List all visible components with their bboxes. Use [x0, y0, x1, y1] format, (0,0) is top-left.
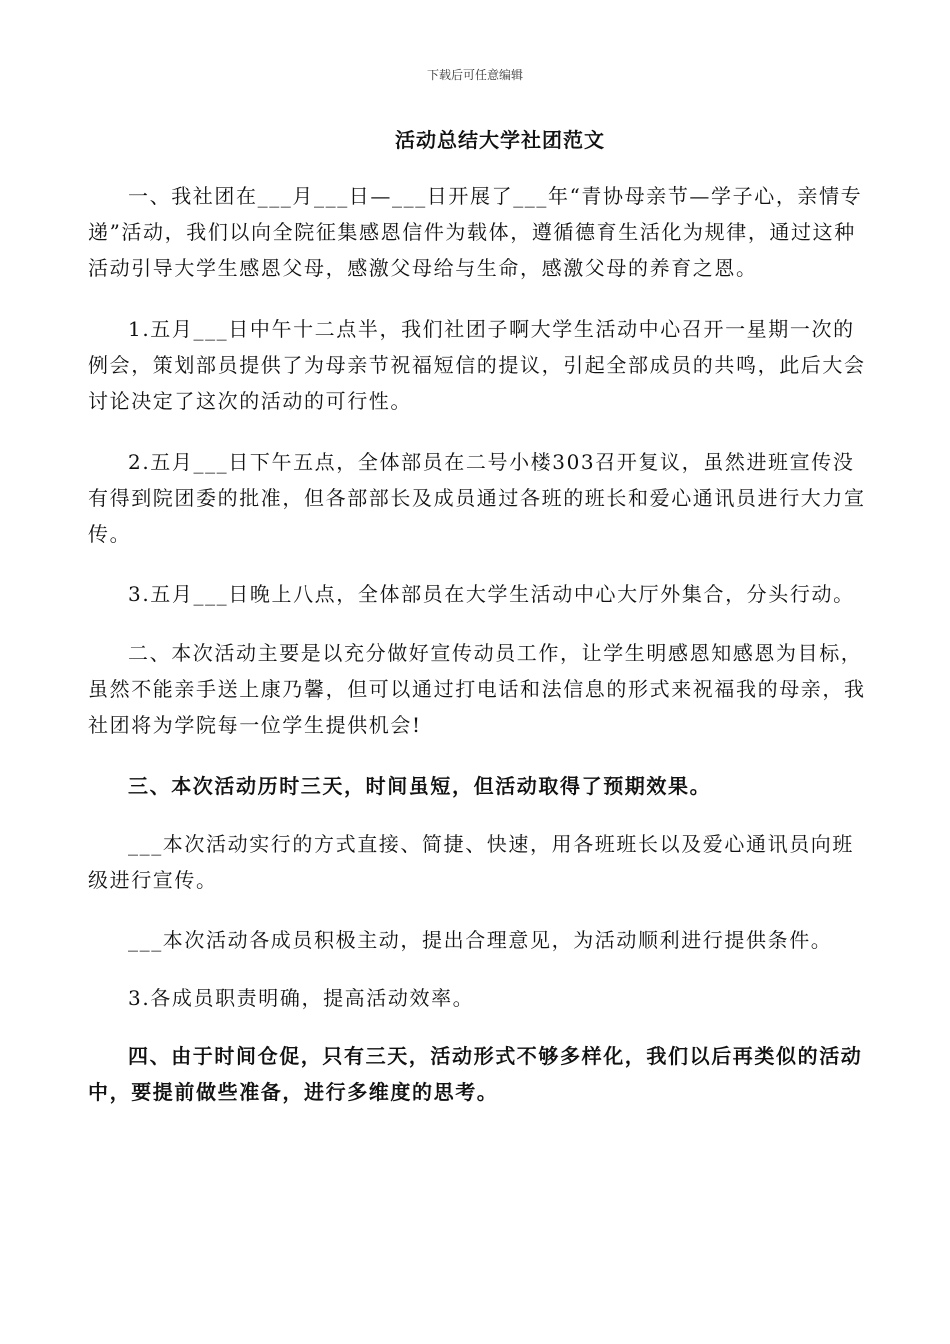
- paragraph-8: ___本次活动各成员积极主动，提出合理意见，为活动顺利进行提供条件。: [128, 928, 833, 952]
- paragraph-10: 四、由于时间仓促，只有三天，活动形式不够多样化，我们以后再类似的活动中，要提前做些准备，进行多维度的思考。: [88, 1044, 863, 1104]
- header-note: 下载后可任意编辑: [426, 68, 523, 82]
- paragraph-7: ___本次活动实行的方式直接、简捷、快速，用各班班长以及爱心通讯员向班级进行宣传。: [88, 832, 854, 892]
- paragraph-6: 三、本次活动历时三天，时间虽短，但活动取得了预期效果。: [128, 774, 712, 798]
- paragraph-1: 一、我社团在___月___日—___日开展了___年“青协母亲节—学子心，亲情专递”活动，我们以向全院征集感恩信件为载体，遵循德育生活化为规律，通过这种活动引导大学生感恩父母，感激父母给与生命，感激父母的养育之恩。: [88, 184, 863, 280]
- paragraph-2: 1.五月___日中午十二点半，我们社团子啊大学生活动中心召开一星期一次的例会，策划部员提供了为母亲节祝福短信的提议，引起全部成员的共鸣，此后大会讨论决定了这次的活动的可行性。: [88, 317, 866, 413]
- paragraph-9: 3.各成员职责明确，提高活动效率。: [128, 986, 475, 1010]
- paragraph-5: 二、本次活动主要是以充分做好宣传动员工作，让学生明感恩知感恩为目标，虽然不能亲手送上康乃馨，但可以通过打电话和法信息的形式来祝福我的母亲，我社团将为学院每一位学生提供机会!: [88, 641, 866, 737]
- paragraph-4: 3.五月___日晚上八点，全体部员在大学生活动中心大厅外集合，分头行动。: [128, 582, 855, 606]
- paragraph-3: 2.五月___日下午五点，全体部员在二号小楼303召开复议，虽然进班宣传没有得到院团委的批准，但各部部长及成员通过各班的班长和爱心通讯员进行大力宣传。: [88, 450, 866, 546]
- document-title: 活动总结大学社团范文: [395, 128, 605, 152]
